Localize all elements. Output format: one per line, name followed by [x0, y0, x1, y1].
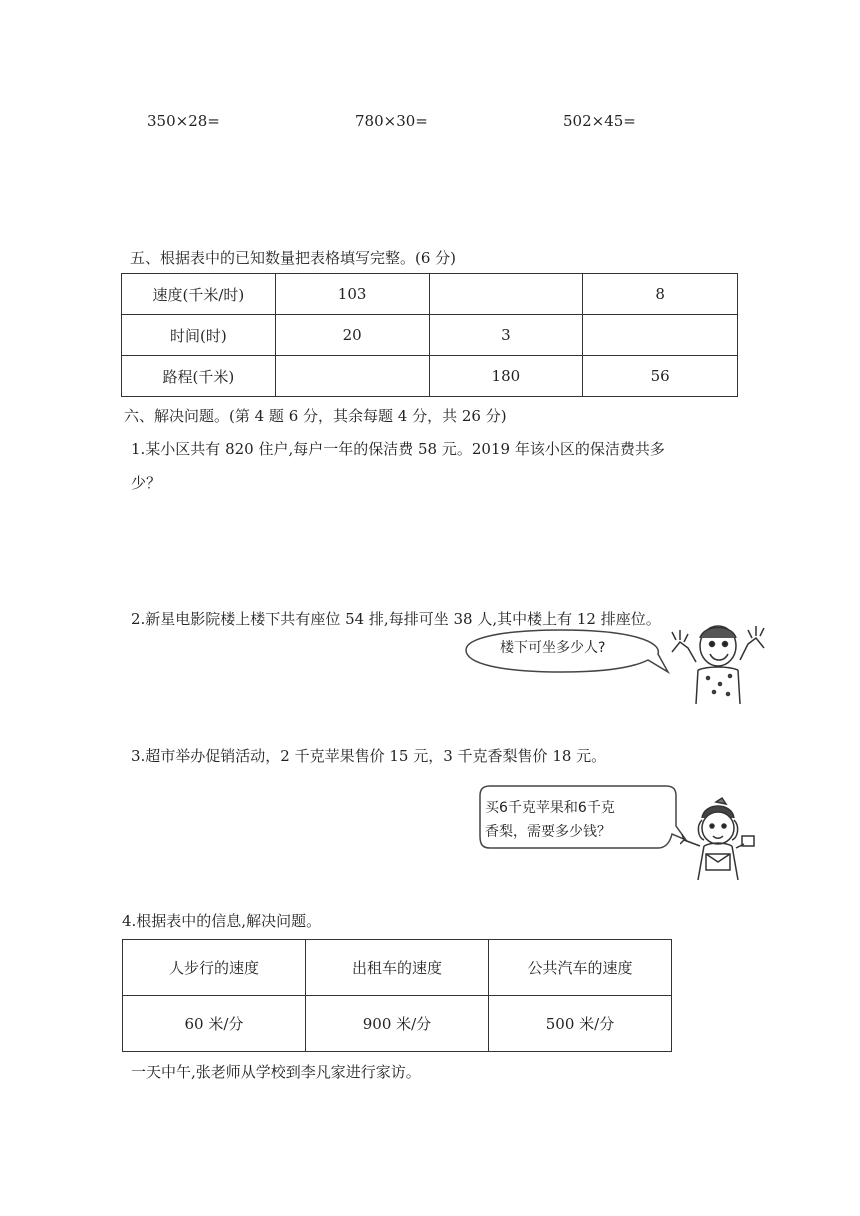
table-row — [123, 940, 672, 996]
table-cell: 速度(千米/时) — [122, 274, 276, 315]
table-cell: 500 米/分 — [488, 996, 671, 1052]
table-header-cell: 出租车的速度 — [305, 940, 488, 996]
question-4: 4.根据表中的信息,解决问题。 — [122, 912, 322, 930]
question-2-bubble-text: 楼下可坐多少人? — [500, 640, 606, 656]
table-header-cell: 公共汽车的速度 — [488, 940, 671, 996]
table-cell — [583, 315, 738, 356]
section6-heading: 六、解决问题。(第 4 题 6 分，其余每题 4 分，共 26 分) — [124, 407, 507, 425]
section5-heading: 五、根据表中的已知数量把表格填写完整。(6 分) — [130, 249, 457, 267]
cartoon-girl-icon — [680, 796, 756, 880]
speech-bubble-shape — [476, 782, 688, 854]
table-cell: 3 — [429, 315, 583, 356]
table-cell — [275, 356, 429, 397]
table-cell: 56 — [583, 356, 738, 397]
question-1-line-2: 少？ — [131, 474, 162, 492]
table-cell: 8 — [583, 274, 738, 315]
question-4-context: 一天中午,张老师从学校到李凡家进行家访。 — [131, 1063, 421, 1081]
table-row — [122, 274, 738, 315]
question-3-bubble-line-1: 买6千克苹果和6千克 — [485, 800, 615, 816]
transport-speed-table — [122, 939, 672, 1052]
table-cell: 103 — [275, 274, 429, 315]
speed-table — [121, 273, 738, 397]
table-row — [122, 356, 738, 397]
calc-2: 780×30= — [355, 112, 428, 130]
table-cell: 时间(时) — [122, 315, 276, 356]
calc-1: 350×28= — [147, 112, 220, 130]
table-cell: 60 米/分 — [123, 996, 306, 1052]
question-2: 2.新星电影院楼上楼下共有座位 54 排,每排可坐 38 人,其中楼上有 12 排座位。 — [131, 610, 661, 628]
table-cell: 900 米/分 — [305, 996, 488, 1052]
question-3: 3.超市举办促销活动，2 千克苹果售价 15 元，3 千克香梨售价 18 元。 — [131, 747, 607, 765]
table-cell — [429, 274, 583, 315]
table-row — [122, 315, 738, 356]
table-cell: 路程(千米) — [122, 356, 276, 397]
table-header-cell: 人步行的速度 — [123, 940, 306, 996]
question-3-bubble-line-2: 香梨，需要多少钱？ — [485, 824, 611, 840]
cartoon-boy-icon — [668, 612, 768, 704]
question-1-line-1: 1.某小区共有 820 住户,每户一年的保洁费 58 元。2019 年该小区的保洁费共多 — [131, 440, 665, 458]
table-cell: 20 — [275, 315, 429, 356]
calc-3: 502×45= — [563, 112, 636, 130]
table-cell: 180 — [429, 356, 583, 397]
table-row — [123, 996, 672, 1052]
